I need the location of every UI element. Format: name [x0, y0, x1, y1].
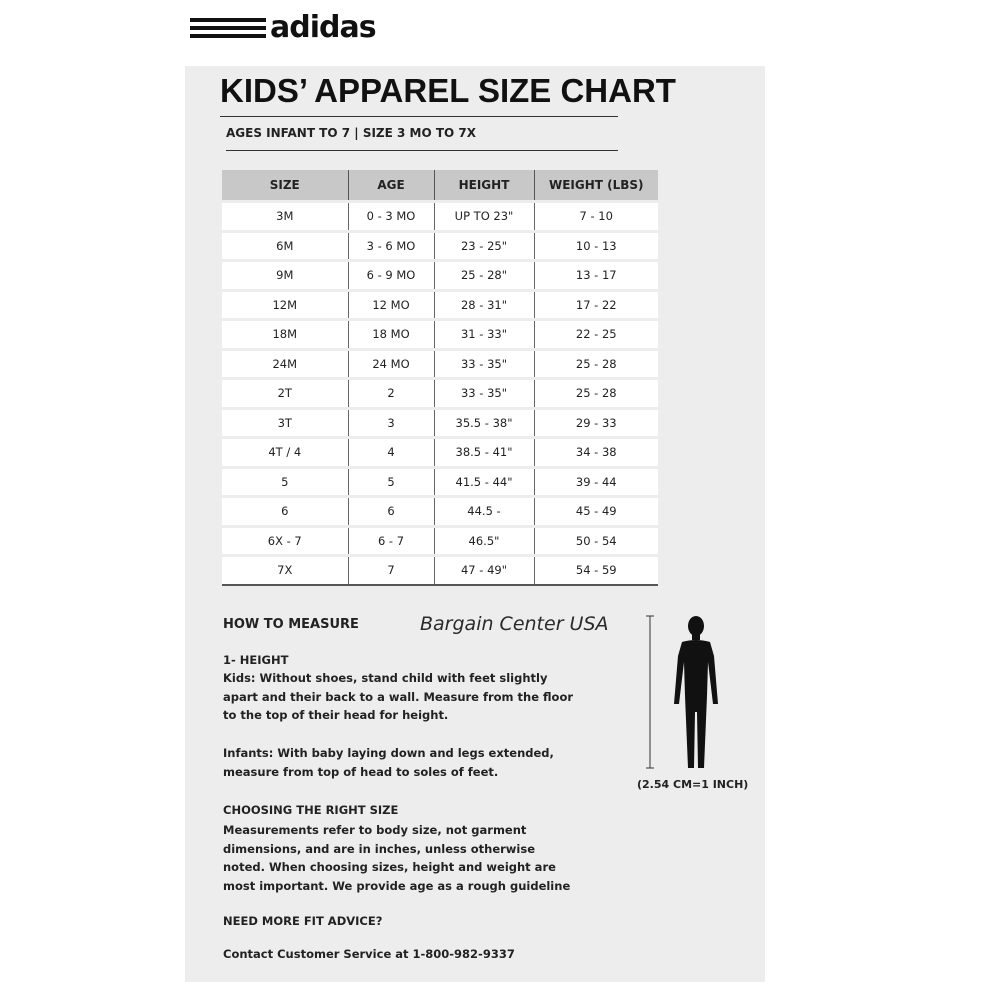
size-chart-table	[222, 170, 658, 586]
cell-height: 38.5 - 41"	[434, 438, 534, 468]
how-to-measure-heading: HOW TO MEASURE	[223, 617, 359, 632]
cell-height: 25 - 28"	[434, 261, 534, 291]
cell-age: 6	[348, 497, 434, 527]
table-row	[222, 467, 658, 497]
stripes-logo-icon	[190, 16, 266, 40]
page-subtitle: AGES INFANT TO 7 | SIZE 3 MO TO 7X	[226, 126, 477, 140]
table-row	[222, 379, 658, 409]
cell-size: 2T	[222, 379, 348, 409]
header-weight: WEIGHT (LBS)	[534, 170, 658, 202]
seller-watermark: Bargain Center USA	[420, 613, 609, 635]
cell-size: 24M	[222, 349, 348, 379]
table-row	[222, 497, 658, 527]
page-title: KIDS’ APPAREL SIZE CHART	[220, 72, 676, 109]
cell-age: 0 - 3 MO	[348, 202, 434, 232]
cell-size: 6M	[222, 231, 348, 261]
table-row	[222, 320, 658, 350]
cell-weight: 17 - 22	[534, 290, 658, 320]
table-row	[222, 526, 658, 556]
cell-age: 18 MO	[348, 320, 434, 350]
contact-text: Contact Customer Service at 1-800-982-9337	[223, 947, 515, 961]
kids-instructions: Kids: Without shoes, stand child with feet slightly apart and their back to a wall. Measure from the floor to the top of their head for height.	[223, 671, 574, 722]
cell-height: 31 - 33"	[434, 320, 534, 350]
cell-age: 6 - 7	[348, 526, 434, 556]
cell-weight: 50 - 54	[534, 526, 658, 556]
cell-age: 12 MO	[348, 290, 434, 320]
choosing-size-text: Measurements refer to body size, not garment dimensions, and are in inches, unless otherwise noted. When choosing sizes, height and weight are most important. We provide age as a rough guideline	[223, 823, 571, 893]
table-row	[222, 408, 658, 438]
cell-size: 6X - 7	[222, 526, 348, 556]
cell-weight: 7 - 10	[534, 202, 658, 232]
cell-age: 6 - 9 MO	[348, 261, 434, 291]
cell-size: 9M	[222, 261, 348, 291]
cell-weight: 39 - 44	[534, 467, 658, 497]
cell-height: 41.5 - 44"	[434, 467, 534, 497]
unit-conversion-note: (2.54 CM=1 INCH)	[637, 778, 749, 791]
cell-height: 44.5 -	[434, 497, 534, 527]
table-row	[222, 202, 658, 232]
table-body	[222, 202, 658, 585]
cell-age: 3 - 6 MO	[348, 231, 434, 261]
cell-size: 18M	[222, 320, 348, 350]
header-size: SIZE	[222, 170, 348, 202]
cell-height: 47 - 49"	[434, 556, 534, 585]
cell-height: 28 - 31"	[434, 290, 534, 320]
cell-height: 35.5 - 38"	[434, 408, 534, 438]
cell-weight: 45 - 49	[534, 497, 658, 527]
height-measure-diagram	[640, 612, 770, 802]
cell-size: 4T / 4	[222, 438, 348, 468]
choosing-size-heading: CHOOSING THE RIGHT SIZE	[223, 803, 399, 817]
header-height: HEIGHT	[434, 170, 534, 202]
cell-height: 46.5"	[434, 526, 534, 556]
table-row	[222, 261, 658, 291]
cell-height: 33 - 35"	[434, 379, 534, 409]
header-age: AGE	[348, 170, 434, 202]
cell-height: 23 - 25"	[434, 231, 534, 261]
cell-age: 5	[348, 467, 434, 497]
cell-height: UP TO 23"	[434, 202, 534, 232]
cell-weight: 25 - 28	[534, 349, 658, 379]
cell-age: 4	[348, 438, 434, 468]
table-row	[222, 290, 658, 320]
cell-age: 2	[348, 379, 434, 409]
table-row	[222, 438, 658, 468]
cell-size: 3T	[222, 408, 348, 438]
cell-size: 3M	[222, 202, 348, 232]
cell-weight: 34 - 38	[534, 438, 658, 468]
subtitle-divider	[226, 150, 618, 151]
cell-weight: 13 - 17	[534, 261, 658, 291]
table-row	[222, 231, 658, 261]
fit-advice-heading: NEED MORE FIT ADVICE?	[223, 914, 383, 928]
height-heading: 1- HEIGHT	[223, 653, 289, 667]
cell-weight: 25 - 28	[534, 379, 658, 409]
table-header-row	[222, 170, 658, 202]
cell-age: 7	[348, 556, 434, 585]
brand-name: adidas	[270, 10, 376, 45]
cell-size: 12M	[222, 290, 348, 320]
cell-size: 5	[222, 467, 348, 497]
table-row	[222, 349, 658, 379]
cell-weight: 29 - 33	[534, 408, 658, 438]
cell-size: 7X	[222, 556, 348, 585]
cell-size: 6	[222, 497, 348, 527]
adidas-logo	[190, 10, 410, 44]
title-divider	[220, 116, 618, 117]
cell-age: 3	[348, 408, 434, 438]
cell-weight: 22 - 25	[534, 320, 658, 350]
cell-age: 24 MO	[348, 349, 434, 379]
person-silhouette-icon	[640, 612, 770, 782]
table-row	[222, 556, 658, 585]
cell-weight: 54 - 59	[534, 556, 658, 585]
infants-instructions: Infants: With baby laying down and legs extended, measure from top of head to soles of feet.	[223, 746, 554, 779]
cell-weight: 10 - 13	[534, 231, 658, 261]
cell-height: 33 - 35"	[434, 349, 534, 379]
